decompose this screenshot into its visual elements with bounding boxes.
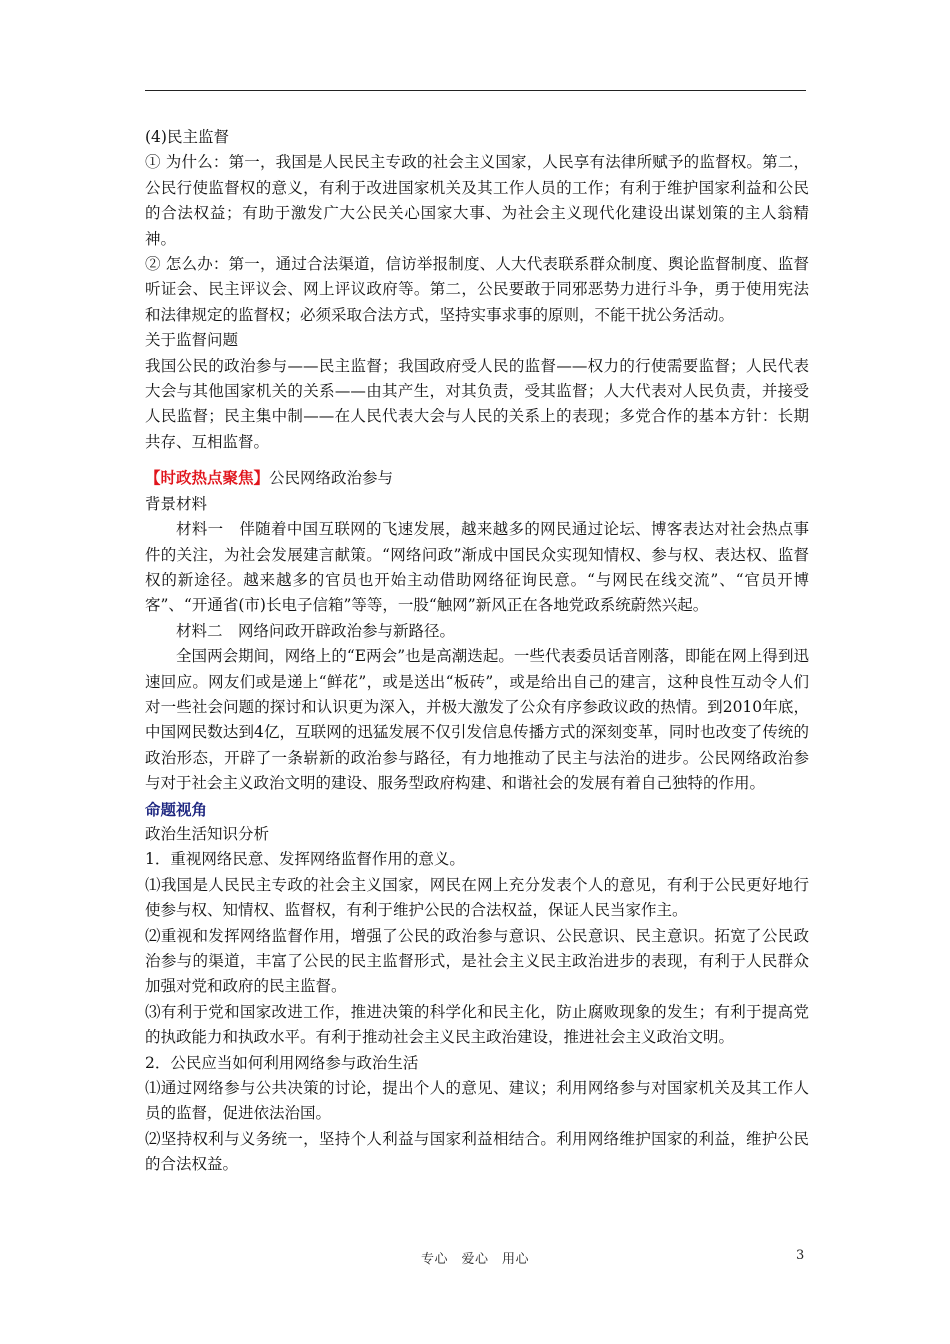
material-one: 材料一 伴随着中国互联网的飞速发展，越来越多的网民通过论坛、博客表达对社会热点事件的关注，为社会发展建言献策。“网络问政”渐成中国民众实现知情权、参与权、表达权、监督权的新途径。越来越多的官员也开始主动借助网络征询民意。“与网民在线交流”、“官员开博客”、“开通省(市)长电子信箱”等等，一股“触网”新风正在各地党政系统蔚然兴起。 (145, 520, 809, 615)
spacer (145, 455, 809, 465)
footer-motto: 专心 爱心 用心 (420, 1252, 529, 1267)
section-title: (4)民主监督 (145, 128, 229, 146)
material-two-text: 全国两会期间，网络上的“E两会”也是高潮迭起。一些代表委员话音刚落，即能在网上得到迅速回应。网友们或是递上“鲜花”，或是送出“板砖”，或是给出自己的建言，这种良性互动令人们对一些社会问题的探讨和认识更为深入，并极大激发了公众有序参政议政的热情。到2010年底，中国网民数达到4亿，互联网的迅猛发展不仅引发信息传播方式的深刻变革，同时也改变了传统的政治形态，开辟了一条崭新的政治参与路径，有力地推动了民主与法治的进步。公民网络政治参与对于社会主义政治文明的建设、服务型政府构建、和谐社会的发展有着自己独特的作用。 (145, 647, 809, 793)
about-paragraph: 我国公民的政治参与——民主监督；我国政府受人民的监督——权力的行使需要监督；人民代表大会与其他国家机关的关系——由其产生，对其负责，受其监督；人大代表对人民负责，并接受人民监督；民主集中制——在人民代表大会与人民的关系上的表现；多党合作的基本方针：长期共存、互相监督。 (145, 356, 809, 451)
background-title: 背景材料 (145, 494, 208, 513)
perspective-title: 命题视角 (145, 799, 208, 819)
page-number: 3 (796, 1248, 805, 1263)
hotspot-heading (145, 465, 809, 491)
material-two-title: 材料二 网络问政开辟政治参与新路径。 (176, 621, 456, 640)
question-one-a: ⑴我国是人民民主专政的社会主义国家，网民在网上充分发表个人的意见，有利于公民更好地行使参与权、知情权、监督权，有利于维护公民的合法权益，保证人民当家作主。 (145, 875, 809, 920)
why-paragraph: ① 为什么：第一，我国是人民民主专政的社会主义国家，人民享有法律所赋予的监督权。第二，公民行使监督权的意义，有利于改进国家机关及其工作人员的工作；有利于维护国家利益和公民的合法权益；有助于激发广大公民关心国家大事、为社会主义现代化建设出谋划策的主人翁精神。 (145, 153, 809, 248)
header-rule (145, 90, 806, 91)
question-one: 1．重视网络民意、发挥网络监督作用的意义。 (145, 850, 465, 869)
question-two-b: ⑵坚持权利与义务统一，坚持个人利益与国家利益相结合。利用网络维护国家的利益，维护公民的合法权益。 (145, 1129, 809, 1174)
question-one-c: ⑶有利于党和国家改进工作，推进决策的科学化和民主化，防止腐败现象的发生；有利于提高党的执政能力和执政水平。有利于推动社会主义民主政治建设，推进社会主义政治文明。 (145, 1002, 809, 1047)
hotspot-topic: 公民网络政治参与 (269, 469, 394, 488)
hotspot-tag: 【时政热点聚焦】 (145, 468, 270, 488)
how-paragraph: ② 怎么办：第一，通过合法渠道，信访举报制度、人大代表联系群众制度、舆论监督制度、监督听证会、民主评议会、网上评议政府等。第二，公民要敢于同邪恶势力进行斗争，勇于使用宪法和法律规定的监督权；必须采取合法方式，坚持实事求事的原则，不能干扰公务活动。 (145, 255, 809, 324)
document-body (145, 125, 809, 1178)
perspective-subtitle: 政治生活知识分析 (145, 824, 270, 843)
question-two-a: ⑴通过网络参与公共决策的讨论，提出个人的意见、建议；利用网络参与对国家机关及其工作人员的监督，促进依法治国。 (145, 1079, 809, 1123)
question-two: 2．公民应当如何利用网络参与政治生活 (145, 1053, 419, 1072)
question-one-b: ⑵重视和发挥网络监督作用，增强了公民的政治参与意识、公民意识、民主意识。拓宽了公民政治参与的渠道，丰富了公民的民主监督形式，是社会主义民主政治进步的表现，有利于人民群众加强对党和政府的民主监督。 (145, 926, 809, 996)
about-title: 关于监督问题 (145, 331, 239, 350)
